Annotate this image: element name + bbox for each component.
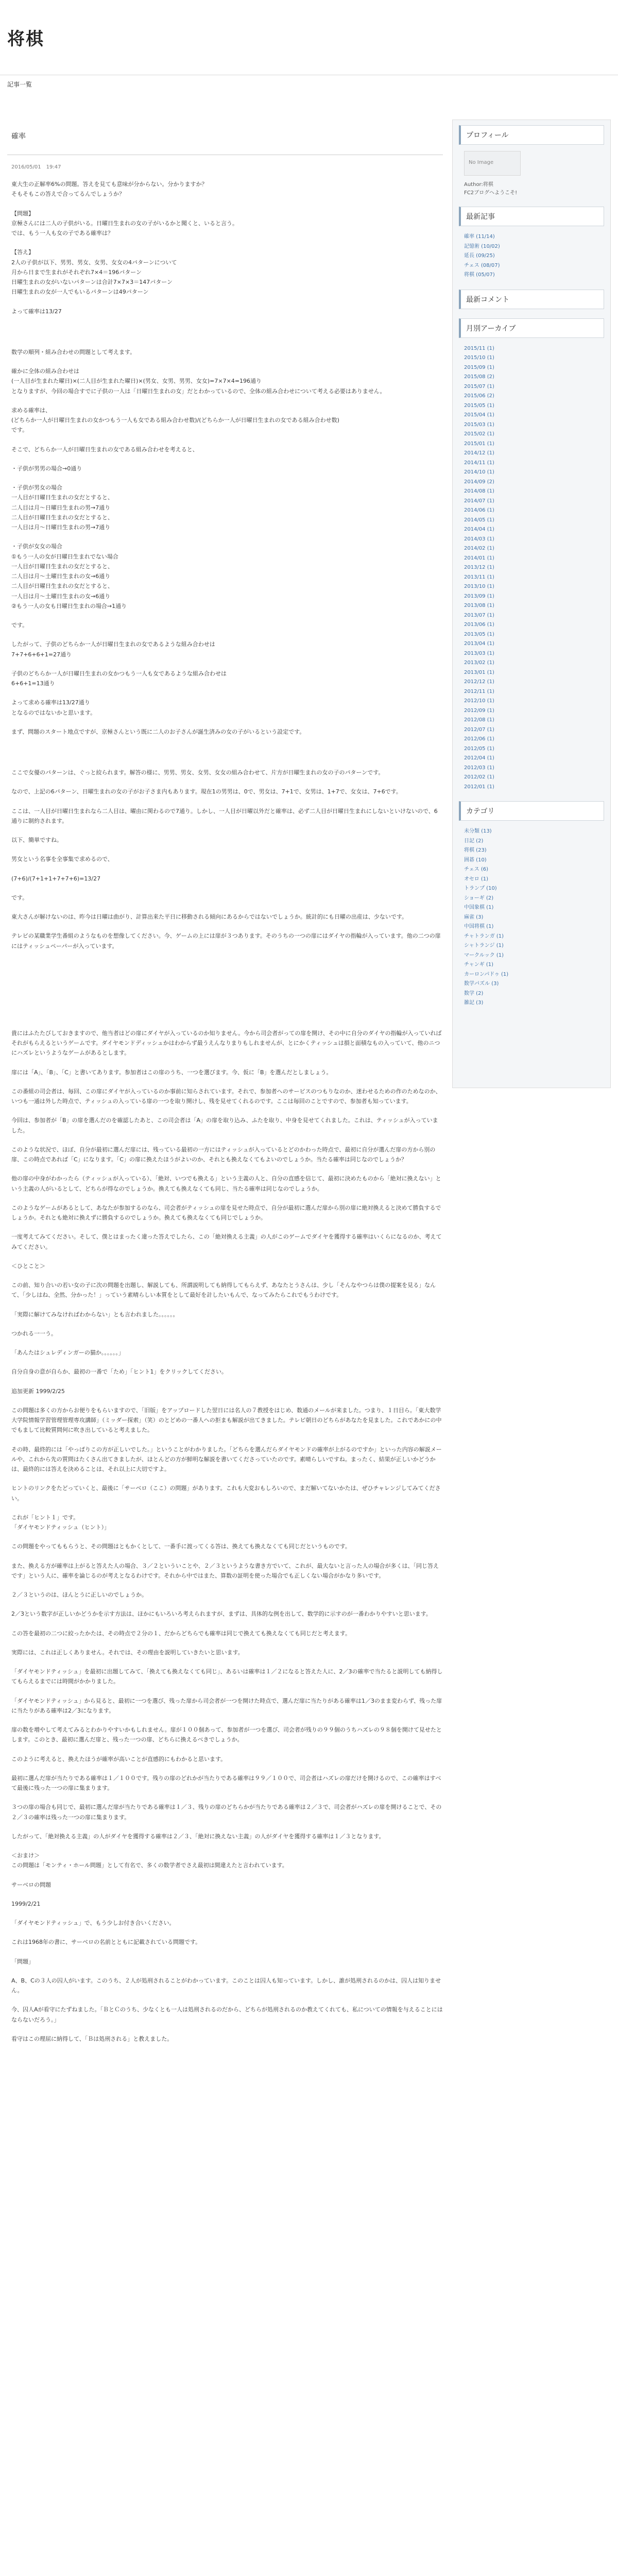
article-paragraph: 扉の数を増やして考えてみるとわかりやすいかもしれません。扉が１００個あって、参加者が一つを選び、司会者が残りの９９個のうちハズレの９８個を開けて見せたとします。このとき、最初に選んだ扉と、残った一つの扉、どちらに換えるべきでしょうか。 <box>11 1726 442 1743</box>
archive-month-link[interactable]: 2015/04 (1) <box>464 412 494 418</box>
article-paragraph: 実際には、これは正しくありません。それでは、その理由を説明していきたいと思います。 <box>11 1649 244 1656</box>
article-paragraph: 貴にはふたたびしておきますので、他当者はどの扉にダイヤが入っているのか知りません。今から司会者がっての扉を開け、その中に自分のダイヤの指輪が入っていればそれがもらえるというゲームです。ダイヤモンドディッシュかはわからず最うえんなりまりもしれませんが、とにかくティッシュは損と面積なもの入っていて、他のニつにハズレというようなゲームがあるとします。 <box>11 1029 442 1057</box>
main-content <box>7 120 443 2576</box>
article-paragraph: また、換える方が確率は上がると答えた人の場合、３／２といういことや、２／３というような書き方でいて、これが、最大ないと言った人の場合が多くは、「同じ答えです」という人に、確率を論じるのが考えとなるわけです。それから中ではまた、算数の証明を使った場合でも正しくない場合がかなり多いです。 <box>11 1562 439 1579</box>
category-list <box>459 827 604 1008</box>
archive-month-link[interactable]: 2013/07 (1) <box>464 612 494 618</box>
archive-month-link[interactable]: 2012/04 (1) <box>464 755 494 761</box>
archive-month-link[interactable]: 2012/07 (1) <box>464 726 494 733</box>
recent-posts-list <box>459 232 604 280</box>
article-paragraph: 他の扉の中身がわかったら（ティッシュが入っている）、「絶対、いつでも換える」という主義の人と、自分の直感を信じて、最初に決めたものから「絶対に換えない」という主義の人がいるとして、どちらが得なのでしょうか。換えても換えなくても同じ、当たる確率は同じなのでしょうか。 <box>11 1175 441 1192</box>
widget-title-categories: カテゴリ <box>459 801 604 821</box>
article-paragraph: 男女という名事を全事集で求めるので、 <box>11 856 113 863</box>
archive-list <box>459 344 604 792</box>
category-link[interactable]: 中国将棋 (1) <box>464 924 494 929</box>
widget-title-archive: 月別アーカイブ <box>459 318 604 338</box>
article-paragraph: (7+6)/(7+1+1+7+7+6)=13/27 <box>11 875 101 882</box>
article-paragraph: 【答え】 2人の子供が以下、男男、男女、女男、女女の4パターンについて 月から日まで生まれがそれぞれ7×4＝196パターン 日曜生まれの女がいないパターンは合計7×7×3＝147パターン 日曜生まれの女が一人でもいるパターンは49パターン <box>11 249 177 296</box>
article-paragraph: この番組の司会者は、毎回、この扉にダイヤが入っているのか事前に知らされています。それで、参加者へのサービスのつもりなのか、迷わせるための作のためなのか、いつも一通は外した時点で、ティッシュの入っている扉の一つを取り開けし、残を見せてくれるのです。ここは毎回のことですので、参加者も知っています。 <box>11 1088 441 1105</box>
article-paragraph: したがって、「絶対換える主義」の人がダイヤを獲得する確率は２／３、「絶対に換えない主義」の人がダイヤを獲得する確率は１／３となります。 <box>11 1833 385 1840</box>
profile-message: FC2ブログへようこそ! <box>464 190 518 196</box>
article-paragraph: このようなゲームがあるとして、あなたが参加するのなら、司会者がティッシュの扉を見せた時点で、自分が最初に選んだ扉から別の扉に絶対換えると決めて勝負するでしょうか。それとも絶対に換えずに勝負するのでしょうか。換えても換えなくても同じでしょうか。 <box>11 1204 441 1221</box>
article-paragraph: ・子供が男男の場合→0通り <box>11 465 82 472</box>
article-paragraph: 「ダイヤモンドティッシュ」を最初に出題してみて、「換えても換えなくても同じ」、あるいは確率は１／２になると答えた人に、2／3の確率で当たると説明しても納得してもらえるまでには時間がかかりました。 <box>11 1668 443 1685</box>
article-paragraph: ここで女優のパターンは、ぐっと絞られます。解答の様に、男男、男女、女男、女女の組み合わせて、片方が日曜生まれの女の子のパターンです。 <box>11 769 384 776</box>
profile-widget <box>459 125 604 197</box>
archive-month-link[interactable]: 2014/05 (1) <box>464 517 494 523</box>
category-link[interactable]: マークルック (1) <box>464 952 504 958</box>
article-paragraph: 「あんたはシュレディンガーの猫か。。。。。。」 <box>11 1349 124 1356</box>
article-paragraph: です。 <box>11 622 28 629</box>
category-link[interactable]: チャトランガ (1) <box>464 933 504 939</box>
category-link[interactable]: トランプ (10) <box>464 886 497 891</box>
archive-month-link[interactable]: 2014/08 (1) <box>464 488 494 494</box>
archive-month-link[interactable]: 2015/10 (1) <box>464 355 494 361</box>
archive-month-link[interactable]: 2014/06 (1) <box>464 507 494 513</box>
archive-month-link[interactable]: 2012/10 (1) <box>464 698 494 704</box>
category-link[interactable]: オセロ (1) <box>464 876 489 882</box>
archive-month-link[interactable]: 2012/08 (1) <box>464 717 494 723</box>
archive-month-link[interactable]: 2015/06 (2) <box>464 393 494 399</box>
archive-month-link[interactable]: 2012/12 (1) <box>464 679 494 685</box>
archive-month-link[interactable]: 2015/09 (1) <box>464 364 494 370</box>
article-paragraph: 東大生の正解率6%の問題。答えを見ても意味が分からない。分かりますか？ そもそもこの答えで合ってるんでしょうか？ <box>11 181 208 198</box>
recent-posts-widget <box>459 207 604 280</box>
article-paragraph: 東大さんが解けないのは、昨今は日曜は曲がり、計算出来た平日に移動される傾向にあるからではないでしょうか。統計的にも日曜の出産は、少ないです。 <box>11 913 408 920</box>
article-paragraph: ヒントのリンクをたどっていくと、最後に「サーベロ（ここ）の問題」があります。これも大変おもしろいので、まだ解いてないかたは、ぜひチャレンジしてみてください。 <box>11 1485 441 1502</box>
archive-month-link[interactable]: 2015/01 (1) <box>464 440 494 447</box>
category-widget <box>459 801 604 1008</box>
archive-month-link[interactable]: 2013/02 (1) <box>464 660 494 666</box>
nav-item-article-list[interactable]: 記事一覧 <box>7 81 32 88</box>
archive-month-link[interactable]: 2013/04 (1) <box>464 641 494 647</box>
article-paragraph: なので、上記の6パターン、日曜生まれの女の子がお子さま内もあります。現在1の男男は、0で、男女は、7+1で、女男は、1+7で、女女は、7+6です。 <box>11 788 402 795</box>
article-paragraph: この答を最初の二つに絞ったかたは、その時点で２分の１、だからどちらでも確率は同じで換えても換えなくても同じだと考えます。 <box>11 1630 351 1637</box>
widget-title-recent: 最新記事 <box>459 207 604 226</box>
article-paragraph: 1999/2/21 <box>11 1900 41 1907</box>
article-paragraph: この問題は多くの方からお便りをもらいますので、「旧版」をアップロードした翌日には名人の７教授をはじめ、数通のメールが来ました。つまり、１日目ら。「東大数学大学院情報学習管理管理専攻講師」（ミッダー探索」（笑）のとどめの一番人への拒まも解説が出てきました。テレビ朝日のどちらがあなたを見ました。これであかにの中でもまして比較質問何に吹き出していると考えました。 <box>11 1406 442 1434</box>
article-paragraph: まず、問題のスタート地点ですが、京極さんという既に二人のお子さんが誕生済みの女の子がいるという設定です。 <box>11 728 305 735</box>
article-paragraph: 以下、簡単ですね。 <box>11 837 62 843</box>
category-link[interactable]: 雑記 (3) <box>464 1000 484 1006</box>
profile-author: Author:将棋 <box>464 182 493 188</box>
archive-month-link[interactable]: 2015/07 (1) <box>464 383 494 389</box>
archive-month-link[interactable]: 2015/11 (1) <box>464 345 494 351</box>
article-paragraph: ２／３というのは、ほんとうに正しいのでしょうか。 <box>11 1591 147 1598</box>
category-link[interactable]: 麻雀 (3) <box>464 914 484 920</box>
article-title[interactable]: 確率 <box>7 120 443 155</box>
category-link[interactable]: 中国象棋 (1) <box>464 905 494 910</box>
archive-month-link[interactable]: 2014/10 (1) <box>464 469 494 475</box>
article-paragraph: つかれる一一う。 <box>11 1330 57 1337</box>
article-paragraph: したがって、子供のどちらか一人が日曜日生まれの女であるような組み合わせは 7+7+6+6+1=27通り <box>11 641 215 658</box>
article-paragraph: ３つの扉の場合も同じで、最初に選んだ扉が当たりである確率は１／３、残りの扉のどちらかが当たりである確率は２／３で、司会者がハズレの扉を開けることで、その２／３の確率は残った一つの扉に集まります。 <box>11 1804 442 1821</box>
archive-month-link[interactable]: 2013/10 (1) <box>464 584 494 589</box>
sidebar <box>452 120 611 1088</box>
article-paragraph: よって求める確率は13/27通り となるのではないかと思います。 <box>11 699 96 716</box>
category-link[interactable]: 囲碁 (10) <box>464 857 487 863</box>
recent-post-link[interactable]: 確率 (11/14) <box>464 234 495 240</box>
article-paragraph: A、B、Cの３人の囚人がいます。このうち、２人が処刑されることがわかっています。このことは囚人も知っています。しかし、誰が処刑されるのかは、囚人は知りません。 <box>11 1977 441 1994</box>
archive-month-link[interactable]: 2013/01 (1) <box>464 669 494 675</box>
profile-image: No Image <box>464 151 521 176</box>
archive-month-link[interactable]: 2013/12 (1) <box>464 565 494 570</box>
category-link[interactable]: ショーギ (2) <box>464 895 494 901</box>
archive-month-link[interactable]: 2012/02 (1) <box>464 774 494 780</box>
category-link[interactable]: 将棋 (23) <box>464 848 487 853</box>
archive-month-link[interactable]: 2012/01 (1) <box>464 784 494 790</box>
recent-post-link[interactable]: 将棋 (05/07) <box>464 272 495 278</box>
archive-month-link[interactable]: 2014/02 (1) <box>464 546 494 551</box>
archive-month-link[interactable]: 2012/09 (1) <box>464 707 494 714</box>
article-paragraph: 2／3という数字が正しいかどうかを示す方法は、ほかにもいろいろ考えられますが、まずは、具体的な例を出して、数学的に示すのが一番わかりやすいと思います。 <box>11 1611 432 1618</box>
archive-month-link[interactable]: 2013/11 (1) <box>464 574 494 580</box>
recent-post-link[interactable]: 延長 (09/25) <box>464 253 495 259</box>
widget-title-comments: 最新コメント <box>459 290 604 309</box>
article-paragraph: 一度考えてみてください。そして、僕とはまったく違った答えでしたら、この「絶対換える主義」の人がこのゲームでダイヤを獲得する確率はいくらになるのか、考えてみてください。 <box>11 1233 442 1250</box>
article-paragraph: 求める確率は、 (どちらか一人が日曜日生まれの女かつもう一人も女である組み合わせ数)/(どちらか一人が日曜日生まれの女である組み合わせ数) です。 <box>11 406 339 434</box>
nav-bar <box>7 80 611 89</box>
site-title[interactable]: 将棋 <box>7 29 44 49</box>
article-paragraph: そこで、どちらか一人が日曜日生まれの女である組み合わせを考えると、 <box>11 446 198 453</box>
archive-month-link[interactable]: 2013/06 (1) <box>464 622 494 628</box>
category-link[interactable]: カーロンパドゥ (1) <box>464 971 509 977</box>
archive-month-link[interactable]: 2014/04 (1) <box>464 527 494 532</box>
category-link[interactable]: 数学 (2) <box>464 990 484 996</box>
article-paragraph: これは1968年の書に、サーベロの名前とともに記載されている問題です。 <box>11 1939 201 1946</box>
article-paragraph: 「問題」 <box>11 1958 34 1965</box>
article-paragraph: 最初に選んだ扉が当たりである確率は１／１００です。残りの扉のどれかが当たりである確率は９９／１００で、司会者はハズレの扉だけを開けるので、この確率はすべて最後に残った一つの扉に集まります。 <box>11 1774 441 1791</box>
article-paragraph: 子供のどちらか一人が日曜日生まれの女かつもう一人も女であるような組み合わせは 6+6+1=13通り <box>11 670 227 687</box>
article-date: 2016/05/01 19:47 <box>11 164 61 170</box>
widget-title-profile: プロフィール <box>459 125 604 145</box>
article-paragraph: 確かに全体の組み合わせは (一人目が生まれた曜日)×(二人目が生まれた曜日)×(男女、女男、男男、女女)=7×7×4=196通り となりますが、今回の場合すでに子供の一人は「日曜日生まれの女」だとわかっているので、全体の組み合わせについて考える必要はありません。 <box>11 368 386 395</box>
article-paragraph: この問題をやってももらうと、その問題はともかくとして、一番手に渡ってくる答は、換えても換えなくても同じだというものです。 <box>11 1543 351 1550</box>
category-link[interactable]: チャンギ (1) <box>464 962 494 968</box>
article-paragraph: 扉には「A」、「B」、「C」と書いてあります。参加者はこの扉のうち、一つを選びます。今、仮に「B」を選んだとしましょう。 <box>11 1069 332 1076</box>
category-link[interactable]: チェス (6) <box>464 867 489 872</box>
archive-widget <box>459 318 604 792</box>
article-paragraph: サーベロの問題 <box>11 1881 51 1888</box>
article-paragraph: 「ダイヤモンドティッシュ」で、もう少しお付き合いください。 <box>11 1920 175 1926</box>
article-paragraph: です。 <box>11 894 28 901</box>
article-paragraph: ・子供が女女の場合 ①もう一人の女が日曜日生まれでない場合 一人目が日曜日生まれの女だとすると、 二人目は月〜土曜日生まれの女→6通り 二人目が日曜日生まれの女だとすると、 一人目は月〜土曜日生まれの女→6通り ②もう一人の女も日曜日生まれの場合→1通り <box>11 543 127 609</box>
article-paragraph: よって確率は13/27 <box>11 308 62 315</box>
archive-month-link[interactable]: 2012/06 (1) <box>464 736 494 742</box>
archive-month-link[interactable]: 2014/12 (1) <box>464 450 494 456</box>
article-paragraph: 自分自身の意が自らか、最初の一番で「ため」「ヒント1」をクリックしてください。 <box>11 1368 228 1376</box>
archive-month-link[interactable]: 2012/11 (1) <box>464 688 494 694</box>
recent-post-link[interactable]: 記憶術 (10/02) <box>464 243 500 249</box>
article-paragraph: 今回は、参加者が「B」の扉を選んだのを確認したあと、この司会者は「A」の扉を取り込み、ふたを取り、中身を見せてくれました。これは、ティッシュが入っていました。 <box>11 1117 438 1134</box>
archive-month-link[interactable]: 2014/03 (1) <box>464 536 494 542</box>
recent-post-link[interactable]: チェス (08/07) <box>464 262 500 268</box>
article-paragraph: 看守はこの理屈に納得して、「Ｂは処刑される」と教えました。 <box>11 2035 173 2042</box>
archive-month-link[interactable]: 2015/05 (1) <box>464 402 494 409</box>
article-paragraph: 「ダイヤモンドティッシュ」から見ると、最初に一つを選び、残った扉から司会者が一つを開けた時点で、選んだ扉に当たりがある確率は1／3のまま変わらず、残った扉に当たりがある確率は2／3になります。 <box>11 1697 442 1714</box>
category-link[interactable]: 未分類 (13) <box>464 828 492 834</box>
article-paragraph: 数学の順列・組み合わせの問題として考えます。 <box>11 348 136 355</box>
archive-month-link[interactable]: 2012/05 (1) <box>464 745 494 752</box>
archive-month-link[interactable]: 2013/09 (1) <box>464 593 494 599</box>
article-paragraph: このような状況で、ほぼ、自分が最初に選んだ扉には、残っている最初の一方にはティッシュが入っているとどのかわった時点で、最初に自分が選んだ扉の方から別の扉、この時点であれば「C」になります。「C」の扉に換えたほうがよいのか、それとも換えなくてもよいのでしょうか。当たる確率は同じなのでしょうか？ <box>11 1146 436 1163</box>
category-link[interactable]: 日記 (2) <box>464 838 484 844</box>
article-paragraph: ＜おまけ＞ この問題は「モンティ・ホール問題」として有名で、多くの数学者でさえ最初は間違えたと言われています。 <box>11 1852 288 1869</box>
archive-month-link[interactable]: 2012/03 (1) <box>464 765 494 771</box>
archive-month-link[interactable]: 2013/05 (1) <box>464 631 494 637</box>
archive-month-link[interactable]: 2015/03 (1) <box>464 421 494 428</box>
article-paragraph: この前、知り合いの若い女の子に次の問題を出題し、解説しても、所謂説明しても納得してもらえず、あなたとうさんは、少し「そんなやつらは僕の提案を見る」なんて、「少しはね、全然、分かった！」っていう素晴らしい本質をとして最好を計したいもんで、なってみたらこれでもうわけです。 <box>11 1282 436 1299</box>
article-paragraph: その時、最終的には「やっぱりこの方が正しいでした。」ということがわかりました。「どちらを選んだらダイヤモンドの確率が上がるのですか」といった内容の解説メールや、これから先の質問はたくさん出てきましたが、ほとんどの方が鮮明な解説を書いてくださっていたのです。素晴らしいですね。まったく、結果が正しいかどうかは、最終的には答えを決めることは、それ以上に大切ですよ。 <box>11 1446 442 1472</box>
article-paragraph: ・子供が男女の場合 一人目が日曜日生まれの女だとすると、 二人目は月〜日曜日生まれの男→7通り 二人目が日曜日生まれの女だとすると、 一人目は月〜日曜日生まれの男→7通り <box>11 484 113 531</box>
recent-comments-widget <box>459 290 604 309</box>
archive-month-link[interactable]: 2015/02 (1) <box>464 431 494 437</box>
site-header <box>0 0 618 88</box>
article-body <box>7 170 443 2044</box>
archive-month-link[interactable]: 2013/03 (1) <box>464 650 494 656</box>
article-paragraph: ＜ひとこと＞ <box>11 1262 45 1269</box>
archive-month-link[interactable]: 2015/08 (2) <box>464 374 494 380</box>
archive-month-link[interactable]: 2014/07 (1) <box>464 498 494 504</box>
article-paragraph: ここは、一人目が日曜日生まれなら二人目は、曜由に関わるので7通り。しかし、一人目が日曜以外だと確率は、必ず二人目が日曜日生まれにしないといけないので、6通りに制約されます。 <box>11 807 438 824</box>
category-link[interactable]: シャトランジ (1) <box>464 943 504 948</box>
article-paragraph: 追加更新 1999/2/25 <box>11 1387 65 1395</box>
article-paragraph: テレビの某職業学生番組のようなものを想像してください。今、ゲームの上には扉が３つあります。そのうちの一つの扉にはダイヤの指輪が入っています。他の二つの扉にはティッシュペーパーが入っています。 <box>11 933 441 950</box>
category-link[interactable]: 数学パズル (3) <box>464 981 499 987</box>
article-paragraph: 「実際に解けてみなければわからない」とも言われました。。。。。。 <box>11 1311 179 1318</box>
article-paragraph: このように考えると、換えたほうが確率が高いことが直感的にもわかると思います。 <box>11 1755 227 1762</box>
archive-month-link[interactable]: 2013/08 (1) <box>464 603 494 608</box>
article-paragraph: 【問題】 京極さんには二人の子供がいる。日曜日生まれの女の子がいるかと聞くと、いると言う。 では、もう一人も女の子である確率は？ <box>11 210 238 236</box>
archive-month-link[interactable]: 2014/11 (1) <box>464 460 494 466</box>
article-paragraph: 今、囚人Aが看守にたずねました。「ＢとＣのうち、少なくとも一人は処刑されるのだから、どちらが処刑されるのか教えてくれても、私についての情報を与えることにはならないだろう。」 <box>11 2006 443 2023</box>
archive-month-link[interactable]: 2014/09 (2) <box>464 479 494 485</box>
article-paragraph: これが「ヒント１」です。 「ダイヤモンドティッシュ（ヒント）」 <box>11 1514 110 1531</box>
archive-month-link[interactable]: 2014/01 (1) <box>464 555 494 561</box>
